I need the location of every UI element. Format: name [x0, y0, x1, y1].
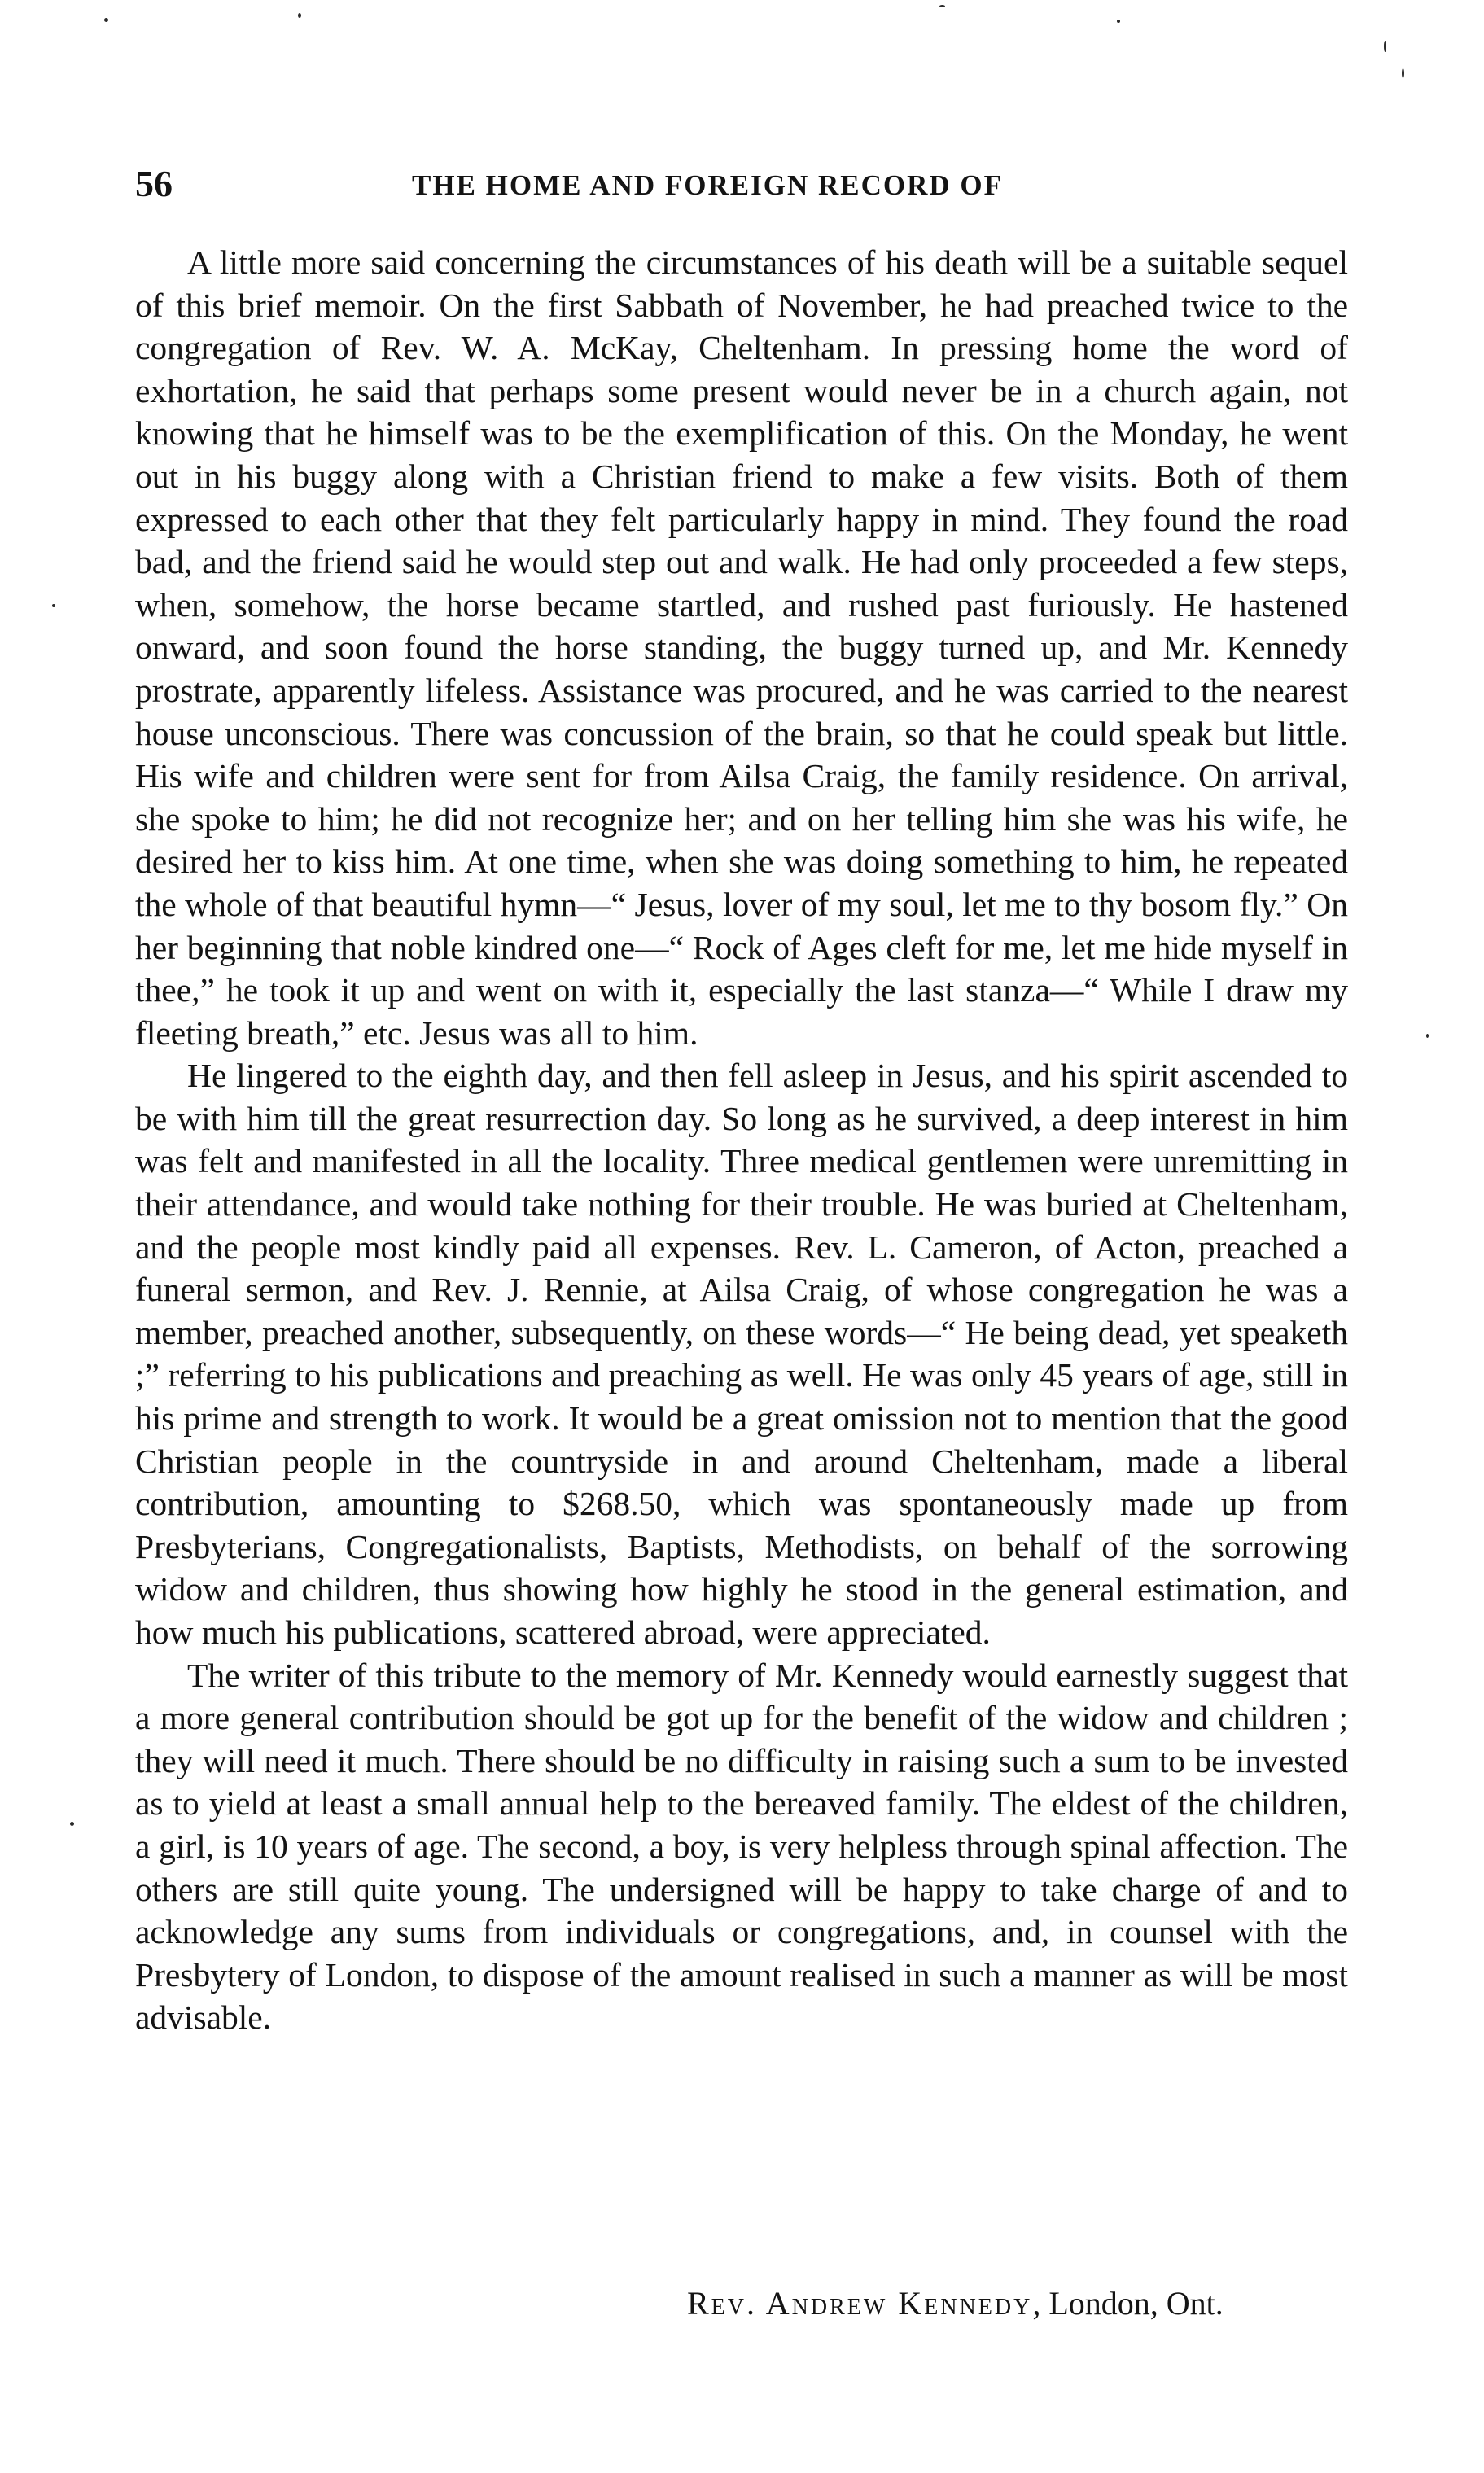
- article-body: [135, 241, 1348, 2039]
- running-head: THE HOME AND FOREIGN RECORD OF: [412, 169, 1004, 201]
- page-header: [135, 160, 1356, 208]
- paragraph: A little more said concerning the circumstances of his death will be a suitable sequel of this brief memoir. On the first Sabbath of November, he had preached twice to the congregation of Rev. W. A. McKay, Cheltenham. In pressing home the word of exhortation, he said that perhaps some present would never be in a church again, not knowing that he himself was to be the exemplification of this. On the Monday, he went out in his buggy along with a Christian friend to make a few visits. Both of them expressed to each other that they felt particularly happy in mind. They found the road bad, and the friend said he would step out and walk. He had only proceeded a few steps, when, somehow, the horse became startled, and rushed past furiously. He hastened onward, and soon found the horse standing, the buggy turned up, and Mr. Kennedy prostrate, apparently lifeless. Assistance was procured, and he was carried to the nearest house unconscious. There was concussion of the brain, so that he could speak but little. His wife and children were sent for from Ailsa Craig, the family residence. On arrival, she spoke to him; he did not recognize her; and on her telling him she was his wife, he desired her to kiss him. At one time, when she was doing something to him, he repeated the whole of that beautiful hymn—“ Jesus, lover of my soul, let me to thy bosom fly.” On her beginning that noble kindred one—“ Rock of Ages cleft for me, let me hide myself in thee,” he took it up and went on with it, especially the last stanza—“ While I draw my fleeting breath,” etc. Jesus was all to him.: [135, 243, 1348, 1052]
- scan-speck: [104, 18, 108, 22]
- paragraph: The writer of this tribute to the memory of Mr. Kennedy would earnestly suggest that a more general contribution should be got up for the benefit of the widow and children ; they will need it much. There should be no difficulty in raising such a sum to be invested as to yield at least a small annual help to the bereaved family. The eldest of the children, a girl, is 10 years of age. The second, a boy, is very helpless through spinal affection. The others are still quite young. The undersigned will be happy to take charge of and to acknowledge any sums from individuals or congregations, and, in counsel with the Presbytery of London, to dispose of the amount realised in such a manner as will be most advisable.: [135, 1656, 1348, 2037]
- signature-place: , London, Ont.: [1032, 2285, 1224, 2322]
- signature: [687, 2283, 1224, 2325]
- page-number: 56: [135, 163, 173, 204]
- scan-speck: [1426, 1034, 1429, 1038]
- scan-speck: [1384, 41, 1386, 52]
- scan-speck: [70, 1822, 74, 1826]
- scan-speck: [939, 5, 945, 7]
- scan-speck: [52, 604, 55, 607]
- scan-speck: [1117, 20, 1120, 23]
- paragraph: He lingered to the eighth day, and then fell asleep in Jesus, and his spirit ascended to be with him till the great resurrection day. So long as he survived, a deep interest in him was felt and manifested in all the locality. Three medical gentlemen were unremitting in their attendance, and would take nothing for their trouble. He was buried at Cheltenham, and the people most kindly paid all expenses. Rev. L. Cameron, of Acton, preached a funeral sermon, and Rev. J. Rennie, at Ailsa Craig, of whose congregation he was a member, preached another, subsequently, on these words—“ He being dead, yet speaketh ;” referring to his publications and preaching as well. He was only 45 years of age, still in his prime and strength to work. It would be a great omission not to mention that the good Christian people in the countryside in and around Cheltenham, made a liberal contribution, amounting to $268.50, which was spontaneously made up from Presbyterians, Congregationalists, Baptists, Methodists, on behalf of the sorrowing widow and children, thus showing how highly he stood in the general estimation, and how much his publications, scattered abroad, were appreciated.: [135, 1057, 1348, 1651]
- signature-name: Rev. Andrew Kennedy: [687, 2285, 1033, 2322]
- scan-speck: [298, 13, 301, 18]
- scan-speck: [1402, 68, 1404, 78]
